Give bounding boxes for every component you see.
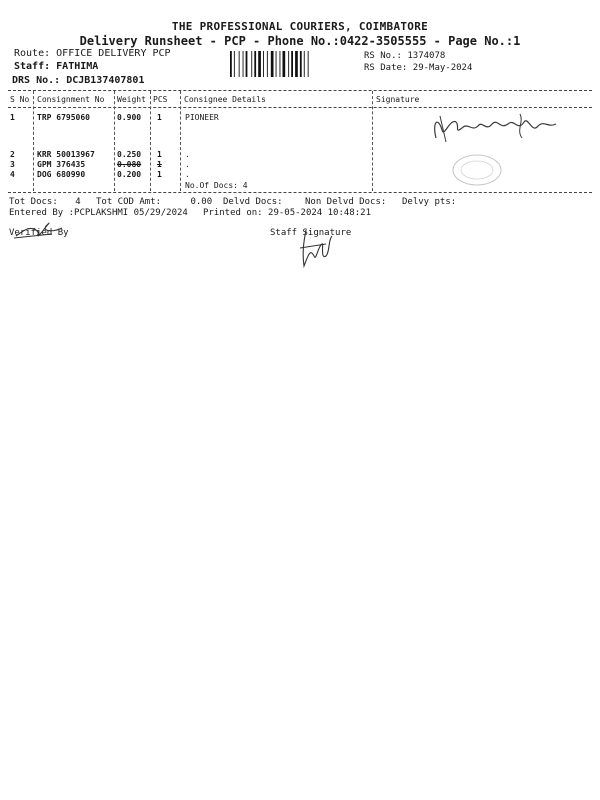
staff-signature-label: Staff Signature — [270, 228, 352, 238]
barcode-bar — [258, 51, 261, 77]
runsheet-title: Delivery Runsheet - PCP - Phone No.:0422-3505555 - Page No.:1 — [79, 34, 521, 48]
col-divider — [33, 91, 34, 191]
barcode-bar — [280, 51, 281, 77]
barcode-bar — [288, 51, 289, 77]
drs-line — [12, 75, 144, 86]
staff-signature — [296, 226, 338, 272]
printed-on-value: 29-05-2024 10:48:21 — [268, 208, 371, 218]
rs-date-value: 29-May-2024 — [412, 63, 473, 73]
verifier-signature — [12, 216, 68, 242]
row-sno: 1 — [10, 113, 15, 122]
row-pcs: 1 — [157, 170, 162, 179]
barcode-bar — [295, 51, 298, 77]
entered-by-label: Entered By : — [9, 208, 75, 218]
row-weight: 0.250 — [117, 150, 142, 159]
drs-value: DCJB137407801 — [66, 75, 145, 86]
barcode-bar — [308, 51, 309, 77]
row-consignee: . — [185, 170, 190, 179]
barcode-bar — [263, 51, 264, 77]
stamp-mark — [448, 150, 506, 190]
table-bottom-rule — [8, 192, 592, 193]
consignee-signature — [420, 108, 570, 148]
row-consignment: DOG 680990 — [37, 170, 86, 179]
table-top-rule — [8, 90, 592, 91]
col-header-signature: Signature — [376, 95, 420, 104]
printed-on-label: Printed on: — [203, 208, 263, 218]
tot-docs-value: 4 — [75, 197, 81, 207]
barcode-bar — [291, 51, 293, 77]
no-of-docs: No.Of Docs: 4 — [185, 181, 248, 190]
drs-label: DRS No.: — [12, 75, 61, 86]
row-consignment: TRP 6795060 — [37, 113, 90, 122]
barcode-bar — [246, 51, 248, 77]
col-divider — [150, 91, 151, 191]
staff-line — [14, 61, 98, 72]
row-weight: 0.200 — [117, 170, 142, 179]
barcode-bar — [239, 51, 240, 77]
row-sno: 4 — [10, 170, 15, 179]
barcode-bar — [267, 51, 268, 77]
route-line — [14, 48, 171, 59]
row-consignment: KRR 50013967 — [37, 150, 95, 159]
barcode-bar — [271, 51, 274, 77]
col-header-consignee: Consignee Details — [184, 95, 266, 104]
col-divider — [180, 91, 181, 191]
barcode-bar — [251, 51, 252, 77]
barcode-bar — [234, 51, 235, 77]
tot-cod-value: 0.00 — [190, 197, 213, 207]
barcode-bar — [243, 51, 244, 77]
row-sno: 3 — [10, 160, 15, 169]
rs-no-label: RS No.: — [364, 51, 402, 61]
rs-no-value: 1374078 — [407, 51, 446, 61]
row-sno: 2 — [10, 150, 15, 159]
totals-line — [9, 197, 81, 207]
row-weight: 0.080 — [117, 160, 142, 169]
tot-docs-label: Tot Docs: — [9, 197, 58, 207]
barcode-bar — [283, 51, 286, 77]
non-delvd-docs-label: Non Delvd Docs: — [305, 197, 387, 207]
row-consignment: GPM 376435 — [37, 160, 86, 169]
col-header-consignment: Consignment No — [37, 95, 105, 104]
col-divider — [372, 91, 373, 191]
tot-cod-label: Tot COD Amt: — [96, 197, 162, 207]
route-label: Route: — [14, 48, 51, 59]
verified-by-label: Verified By — [9, 228, 69, 238]
row-pcs: 1 — [157, 150, 162, 159]
row-consignee: . — [185, 150, 190, 159]
col-header-sno: S No — [10, 95, 30, 104]
row-consignee: . — [185, 160, 190, 169]
row-pcs: 1 — [157, 113, 162, 122]
route-value: OFFICE DELIVERY PCP — [56, 48, 171, 59]
staff-value: FATHIMA — [56, 61, 99, 72]
barcode — [230, 51, 358, 77]
tot-cod-line — [96, 197, 212, 207]
entered-by-value: PCPLAKSHMI 05/29/2024 — [74, 208, 188, 218]
barcode-bar — [276, 51, 277, 77]
row-pcs: 1 — [157, 160, 162, 169]
rs-no-line — [364, 51, 445, 61]
rs-date-line — [364, 63, 472, 73]
printed-on-line — [203, 208, 371, 218]
row-consignee: PIONEER — [185, 113, 219, 122]
staff-label: Staff: — [14, 61, 51, 72]
delvy-pts-label: Delvy pts: — [402, 197, 457, 207]
row-weight: 0.900 — [117, 113, 142, 122]
company-name: THE PROFESSIONAL COURIERS, COIMBATORE — [171, 20, 429, 33]
barcode-bar — [230, 51, 232, 77]
col-divider — [114, 91, 115, 191]
col-header-pcs: PCS — [153, 95, 168, 104]
delvd-docs-label: Delvd Docs: — [223, 197, 283, 207]
col-header-weight: Weight — [117, 95, 146, 104]
barcode-bar — [304, 51, 305, 77]
barcode-bar — [254, 51, 256, 77]
rs-date-label: RS Date: — [364, 63, 408, 73]
barcode-bar — [300, 51, 302, 77]
